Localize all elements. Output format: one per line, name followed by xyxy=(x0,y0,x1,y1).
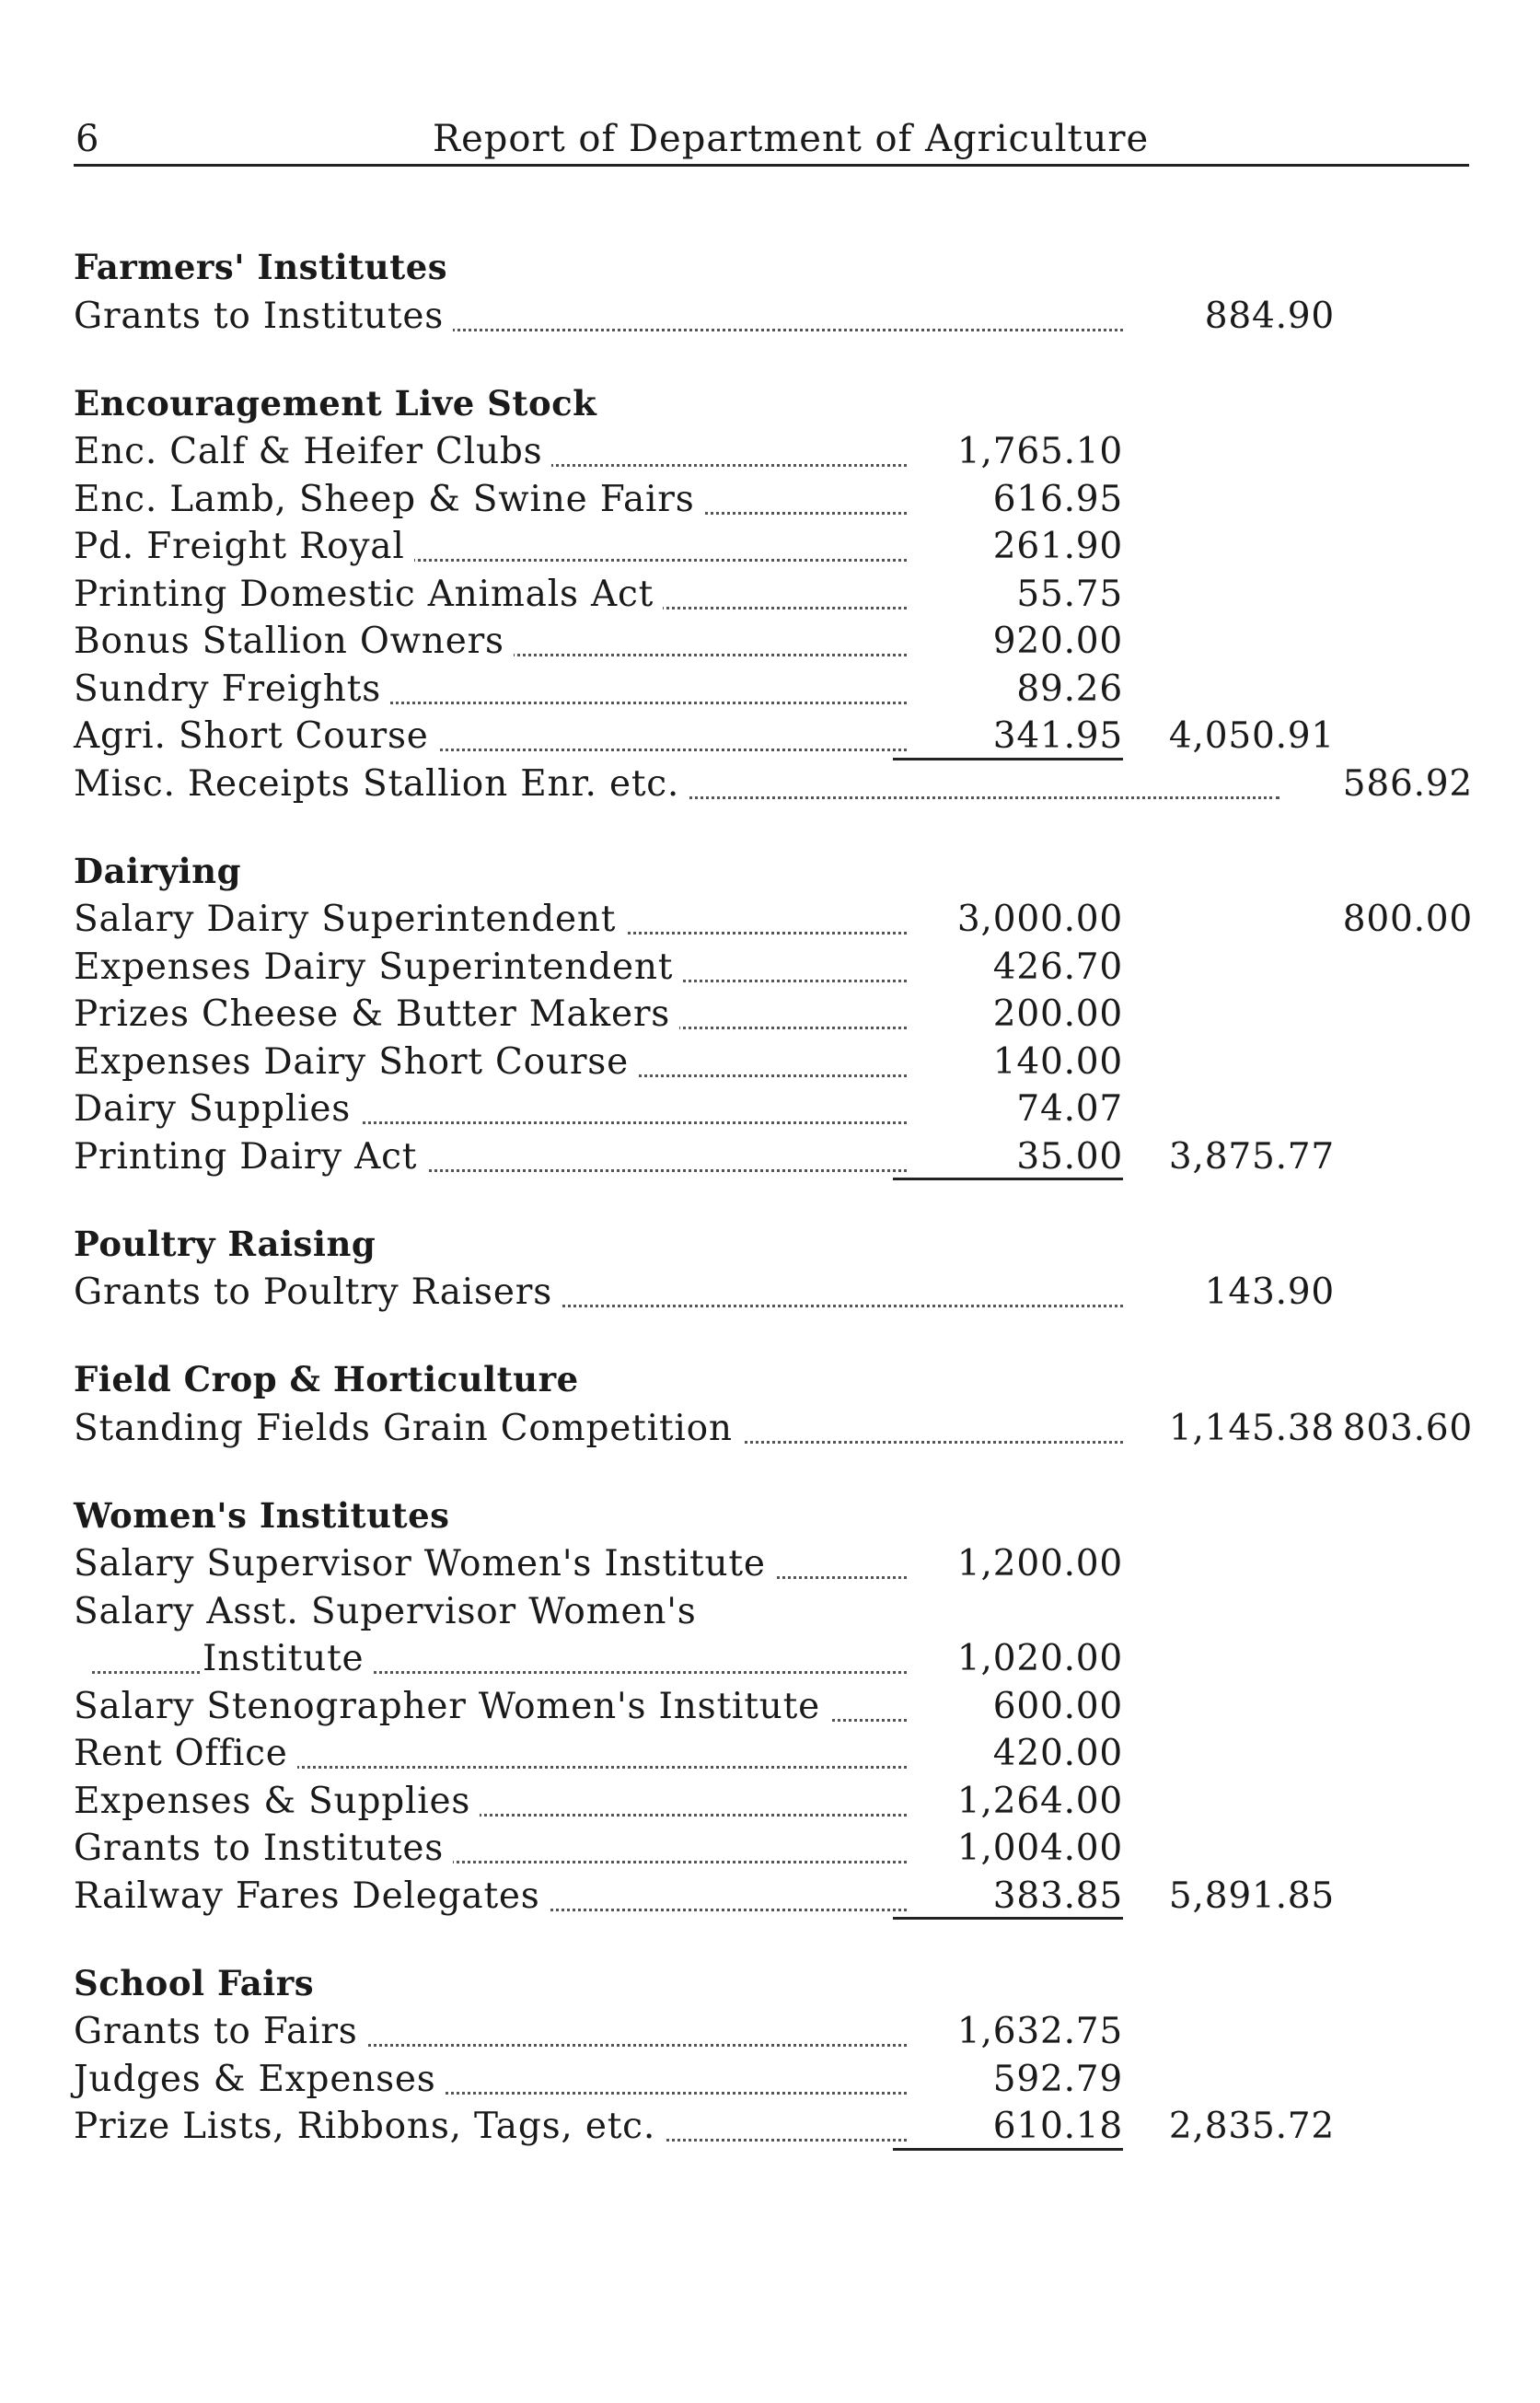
row-amount: 426.70 xyxy=(992,946,1123,988)
section-school-fairs xyxy=(74,1956,1469,2153)
row-label: Agri. Short Course xyxy=(74,715,438,757)
ledger-row xyxy=(74,1271,1469,1319)
section-total: 1,145.38 xyxy=(1168,1407,1335,1449)
row-amount: 55.75 xyxy=(1016,573,1123,615)
row-amount: 1,765.10 xyxy=(956,431,1123,472)
row-label: Printing Domestic Animals Act xyxy=(74,574,663,615)
row-label: Grants to Institutes xyxy=(74,296,453,337)
section-encouragement-live-stock xyxy=(74,376,1473,810)
ledger-row xyxy=(74,1543,1469,1591)
ledger-row xyxy=(74,946,1469,993)
section-dairying xyxy=(74,843,1473,1183)
section-title: Field Crop & Horticulture xyxy=(74,1359,579,1399)
section-poultry-raising xyxy=(74,1216,1469,1319)
row-label: Dairy Supplies xyxy=(74,1088,360,1130)
section-total: 3,875.77 xyxy=(1168,1135,1335,1178)
row-amount: 592.79 xyxy=(992,2058,1123,2100)
ledger-row xyxy=(74,1733,1469,1781)
row-label: Bonus Stallion Owners xyxy=(74,621,514,662)
row-receipt: 803.60 xyxy=(1342,1407,1473,1449)
ledger-row xyxy=(74,1040,1469,1088)
row-label-continued: Institute xyxy=(203,1638,373,1679)
ledger-row xyxy=(74,478,1469,526)
row-amount: 261.90 xyxy=(992,526,1123,567)
row-amount: 74.07 xyxy=(1016,1088,1123,1130)
section-title: Poultry Raising xyxy=(74,1223,376,1264)
ledger-row xyxy=(74,1638,1469,1686)
ledger-row xyxy=(74,1780,1469,1828)
row-label: Rent Office xyxy=(74,1733,297,1774)
section-total: 143.90 xyxy=(1204,1271,1335,1313)
row-label: Grants to Institutes xyxy=(74,1828,453,1869)
ledger-row xyxy=(74,1875,1469,1922)
row-label: Salary Dairy Superintendent xyxy=(74,899,625,940)
row-label: Grants to Fairs xyxy=(74,2011,367,2052)
ledger-row xyxy=(74,2106,1469,2153)
ledger-row xyxy=(74,1135,1469,1183)
row-receipt: 800.00 xyxy=(1342,899,1473,940)
row-label: Grants to Poultry Raisers xyxy=(74,1271,562,1313)
running-title: Report of Department of Agriculture xyxy=(433,118,1150,160)
row-amount: 383.85 xyxy=(992,1875,1123,1917)
row-label: Prizes Cheese & Butter Makers xyxy=(74,993,679,1035)
ledger-row xyxy=(74,715,1469,763)
ledger-row xyxy=(74,668,1469,715)
page-number: 6 xyxy=(75,118,99,160)
section-total: 2,835.72 xyxy=(1168,2106,1335,2147)
row-amount: 3,000.00 xyxy=(956,899,1123,940)
row-amount: 1,020.00 xyxy=(956,1638,1123,1679)
subtotal-rule xyxy=(893,1917,1123,1920)
row-label: Expenses Dairy Short Course xyxy=(74,1041,638,1083)
row-label: Salary Asst. Supervisor Women's xyxy=(74,1591,706,1632)
ledger-row xyxy=(74,899,1473,946)
ledger-row xyxy=(74,762,1473,810)
section-total: 4,050.91 xyxy=(1168,715,1335,757)
row-label: Salary Supervisor Women's Institute xyxy=(74,1543,775,1585)
row-label: Printing Dairy Act xyxy=(74,1136,426,1178)
section-title: Encouragement Live Stock xyxy=(74,382,597,424)
row-amount: 610.18 xyxy=(992,2106,1123,2147)
section-total: 884.90 xyxy=(1204,295,1335,337)
row-label: Misc. Receipts Stallion Enr. etc. xyxy=(74,763,689,805)
ledger-row xyxy=(74,993,1469,1041)
row-amount: 200.00 xyxy=(992,993,1123,1035)
row-receipt: 586.92 xyxy=(1342,762,1473,805)
section-title: Farmers' Institutes xyxy=(74,247,448,287)
section-title: School Fairs xyxy=(74,1962,315,2003)
ledger-row xyxy=(74,1407,1473,1455)
section-womens-institutes xyxy=(74,1488,1469,1922)
subtotal-rule xyxy=(893,1178,1123,1180)
ledger-row xyxy=(74,2058,1469,2106)
subtotal-rule xyxy=(893,758,1123,760)
row-label: Expenses Dairy Superintendent xyxy=(74,946,682,988)
ledger-row xyxy=(74,1828,1469,1875)
row-label: Enc. Lamb, Sheep & Swine Fairs xyxy=(74,479,704,520)
row-label: Standing Fields Grain Competition xyxy=(74,1408,742,1449)
row-amount: 920.00 xyxy=(992,621,1123,662)
row-label: Expenses & Supplies xyxy=(74,1781,480,1822)
row-label: Enc. Calf & Heifer Clubs xyxy=(74,431,551,472)
ledger xyxy=(74,239,1473,2186)
row-amount: 35.00 xyxy=(1016,1135,1123,1178)
row-amount: 341.95 xyxy=(992,715,1123,757)
subtotal-rule xyxy=(893,2148,1123,2151)
row-label: Railway Fares Delegates xyxy=(74,1875,550,1917)
row-amount: 89.26 xyxy=(1016,668,1123,710)
row-label: Salary Stenographer Women's Institute xyxy=(74,1686,829,1727)
ledger-row xyxy=(74,2011,1469,2059)
ledger-row xyxy=(74,1590,1469,1638)
ledger-row xyxy=(74,573,1469,621)
row-label: Prize Lists, Ribbons, Tags, etc. xyxy=(74,2106,665,2147)
row-amount: 420.00 xyxy=(992,1733,1123,1774)
row-amount: 1,632.75 xyxy=(956,2011,1123,2052)
ledger-row xyxy=(74,295,1469,342)
row-amount: 1,264.00 xyxy=(956,1780,1123,1822)
ledger-row xyxy=(74,621,1469,668)
section-title: Women's Institutes xyxy=(74,1494,450,1536)
ledger-row xyxy=(74,526,1469,574)
page-header xyxy=(74,109,1469,167)
row-label: Judges & Expenses xyxy=(74,2059,446,2100)
section-title: Dairying xyxy=(74,850,241,891)
row-amount: 616.95 xyxy=(992,478,1123,520)
ledger-row xyxy=(74,1088,1469,1136)
row-amount: 140.00 xyxy=(992,1040,1123,1083)
ledger-row xyxy=(74,1685,1469,1733)
ledger-row xyxy=(74,431,1469,479)
row-label: Sundry Freights xyxy=(74,668,390,710)
section-farmers-institutes xyxy=(74,239,1469,342)
section-field-crop-horticulture xyxy=(74,1352,1473,1455)
row-amount: 600.00 xyxy=(992,1685,1123,1727)
row-amount: 1,004.00 xyxy=(956,1828,1123,1869)
section-total: 5,891.85 xyxy=(1168,1875,1335,1917)
row-amount: 1,200.00 xyxy=(956,1543,1123,1585)
row-label: Pd. Freight Royal xyxy=(74,526,414,567)
